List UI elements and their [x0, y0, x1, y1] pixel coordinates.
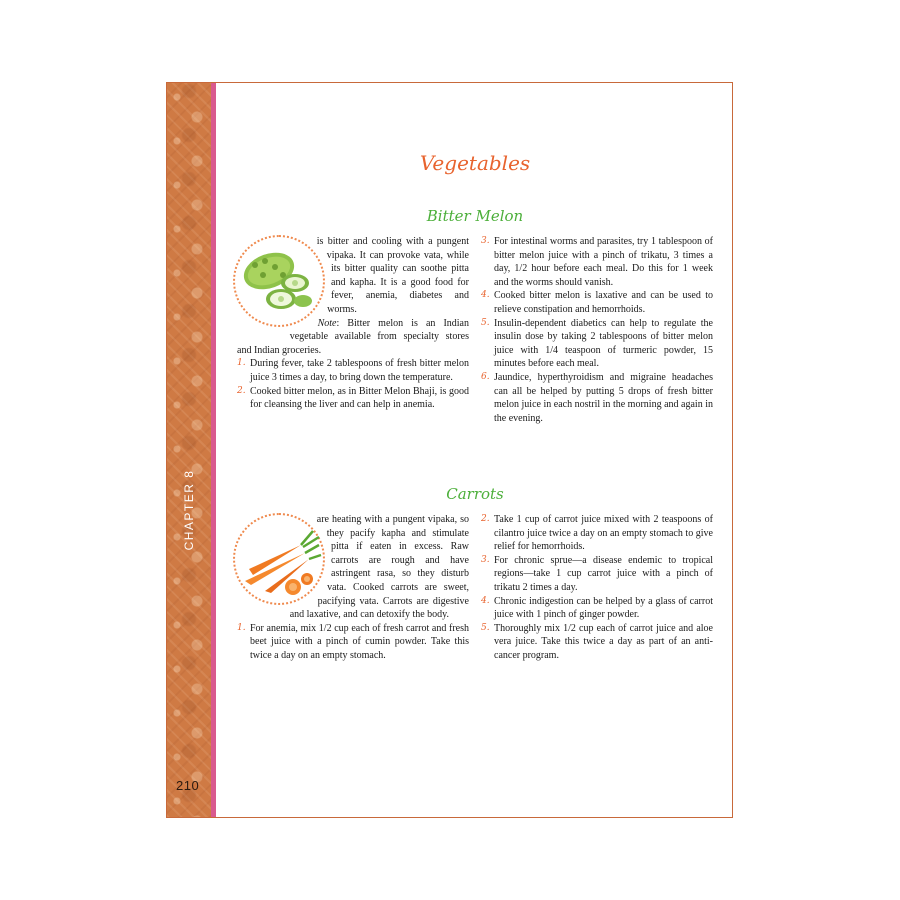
list-text: Cooked bitter melon, as in Bitter Melon Bhaji, is good for cleansing the liver and can help in anemia.: [250, 385, 469, 411]
carrots-list-right: [481, 513, 713, 663]
list-item: [481, 371, 713, 425]
list-number: 1.: [237, 622, 246, 633]
page-title: Vegetables: [419, 151, 531, 175]
list-number: 1.: [237, 358, 246, 369]
carrots-photo: [233, 513, 325, 605]
carrots-intro: are heating with a pungent vipaka, so they pacify kapha and stimulate pitta if eaten in excess. Raw carrots are rough and have astringent rasa, so they disturb vata. Cooked carrots are sweet, pacifying vata. Carrots are digestive and laxative, and can detoxify the body.: [289, 514, 469, 621]
list-item: [481, 554, 713, 595]
list-text: Thoroughly mix 1/2 cup each of carrot juice and aloe vera juice. Take this twice a day as part of an anti-cancer program.: [494, 622, 713, 661]
list-text: During fever, take 2 tablespoons of fresh bitter melon juice 3 times a day, to bring down the temperature.: [250, 358, 469, 383]
note-label: Note: [317, 317, 337, 329]
list-item: [481, 622, 713, 663]
bitter-melon-list-right: [481, 235, 713, 425]
list-text: Cooked bitter melon is laxative and can be used to relieve constipation and hemorrhoids.: [494, 290, 713, 315]
carrots-left-column: [237, 513, 469, 663]
chapter-label: CHAPTER 8: [182, 469, 196, 551]
chapter-sidebar: [167, 83, 211, 817]
list-text: Insulin-dependent diabetics can help to regulate the insulin dose by taking 2 tablespoons of bitter melon juice with 1/4 teaspoon of turmeric powder, 15 minutes before each meal.: [494, 317, 713, 370]
list-item: [481, 317, 713, 371]
list-text: Chronic indigestion can be helped by a glass of carrot juice with 1 pinch of ginger powder.: [494, 595, 713, 621]
bitter-melon-photo: [233, 235, 325, 327]
section-heading-carrots: Carrots: [446, 485, 504, 503]
list-number: 4.: [481, 290, 490, 301]
list-number: 2.: [481, 514, 490, 524]
list-text: Jaundice, hyperthyroidism and migraine headaches can all be helped by putting 5 drops of fresh bitter melon juice in each nostril in the morning and again in the evening.: [494, 371, 713, 424]
list-number: 6.: [481, 371, 490, 382]
list-item: [481, 235, 713, 289]
bitter-melon-intro: is bitter and cooling with a pungent vipaka. It can provoke vata, while its bitter quality can soothe pitta and kapha. It is a good food for fever, anemia, diabetes and worms.: [316, 236, 469, 315]
carrots-list-left: [237, 622, 469, 663]
section-heading-bitter-melon: Bitter Melon: [426, 207, 524, 225]
page-number: 210: [176, 778, 200, 793]
list-text: Take 1 cup of carrot juice mixed with 2 teaspoons of cilantro juice twice a day on an empty stomach to give relief for hemorrhoids.: [494, 514, 713, 553]
carrots-right-column: [481, 513, 713, 663]
list-item: [481, 595, 713, 622]
list-number: 4.: [481, 595, 490, 606]
list-number: 3.: [481, 554, 490, 565]
list-text: For intestinal worms and parasites, try 1 tablespoon of bitter melon juice with a pinch of trikatu, 3 times a day, 1/2 hour before each meal. Do this for 1 week and the worms should vanish.: [494, 236, 713, 288]
list-text: For anemia, mix 1/2 cup each of fresh carrot and fresh beet juice with a pinch of cumin powder. Take this twice a day on an empty stomach.: [250, 622, 469, 661]
sidebar-stripe: [211, 83, 216, 817]
list-item: [481, 289, 713, 316]
list-item: [237, 622, 469, 663]
list-number: 5.: [481, 622, 490, 633]
bitter-melon-left-column: [237, 235, 469, 412]
list-item: [237, 385, 469, 412]
bitter-melon-list-left: [237, 357, 469, 411]
list-item: [237, 357, 469, 384]
list-text: For chronic sprue—a disease endemic to tropical regions—take 1 cup carrot juice with a pinch of trikatu 2 times a day.: [494, 554, 713, 593]
note-text: : Bitter melon is an Indian vegetable available from specialty stores and Indian groceries.: [237, 317, 469, 356]
list-number: 5.: [481, 317, 490, 328]
bitter-melon-right-column: [481, 235, 713, 425]
book-page: [166, 82, 733, 818]
list-item: [481, 513, 713, 554]
list-number: 3.: [481, 236, 490, 246]
list-number: 2.: [237, 385, 246, 396]
